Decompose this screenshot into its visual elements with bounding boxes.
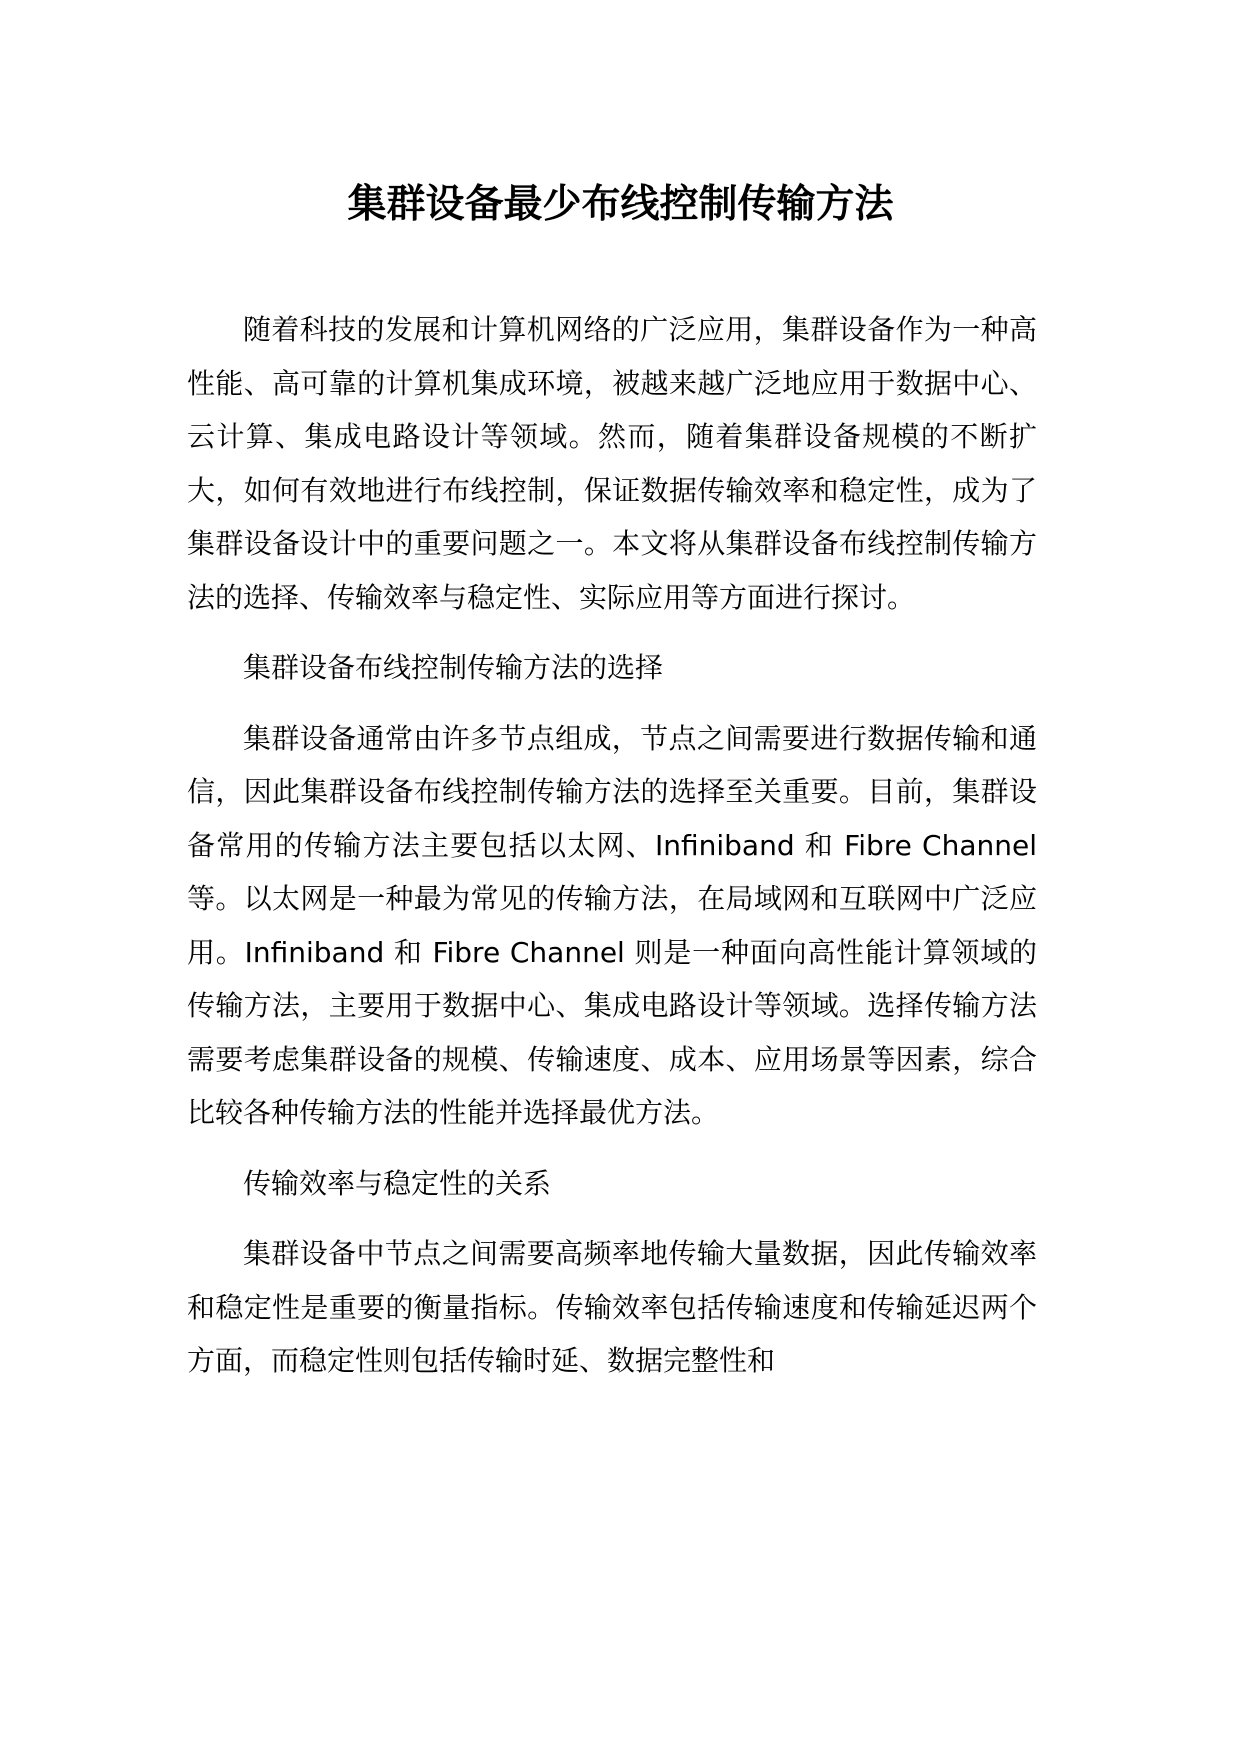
method-paragraph: 集群设备通常由许多节点组成，节点之间需要进行数据传输和通信，因此集群设备布线控制传输方法的选择至关重要。目前，集群设备常用的传输方法主要包括以太网、Infiniband 和 Fibre Channel 等。以太网是一种最为常见的传输方法，在局域网和互联网中广泛应用。Infiniband 和 Fibre Channel 则是一种面向高性能计算领域的传输方法，主要用于数据中心、集成电路设计等领域。选择传输方法需要考虑集群设备的规模、传输速度、成本、应用场景等因素，综合比较各种传输方法的性能并选择最优方法。 [187,721,1037,1129]
section-heading-transmission-method: 集群设备布线控制传输方法的选择 [243,651,664,684]
document-title: 集群设备最少布线控制传输方法 [347,182,894,227]
intro-paragraph: 随着科技的发展和计算机网络的广泛应用，集群设备作为一种高性能、高可靠的计算机集成环境，被越来越广泛地应用于数据中心、云计算、集成电路设计等领域。然而，随着集群设备规模的不断扩大，如何有效地进行布线控制，保证数据传输效率和稳定性，成为了集群设备设计中的重要问题之一。本文将从集群设备布线控制传输方法的选择、传输效率与稳定性、实际应用等方面进行探讨。 [187,313,1037,614]
document-body [187,303,1037,1405]
section-heading-efficiency-stability: 传输效率与稳定性的关系 [243,1166,552,1200]
efficiency-paragraph: 集群设备中节点之间需要高频率地传输大量数据，因此传输效率和稳定性是重要的衡量指标。传输效率包括传输速度和传输延迟两个方面，而稳定性则包括传输时延、数据完整性和 [187,1237,1037,1377]
